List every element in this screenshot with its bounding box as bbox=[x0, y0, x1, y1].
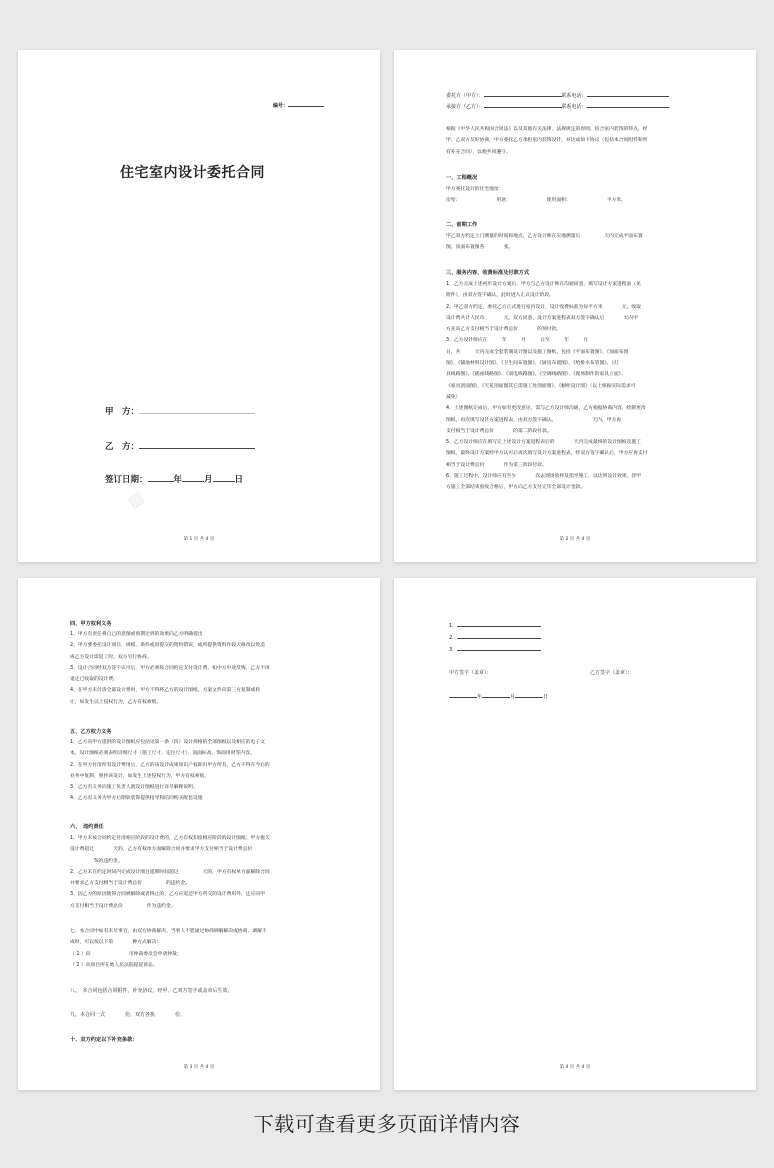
party-a-field: 甲 方： bbox=[105, 405, 255, 417]
clause-ten: 十、双方约定以下补充条款： bbox=[70, 1037, 138, 1043]
page-footer: 第 3 页 共 4 页 bbox=[183, 1065, 215, 1070]
contract-title: 住宅室内设计委托合同 bbox=[120, 165, 265, 181]
section-title: 四、甲方权利义务 bbox=[70, 621, 112, 627]
contractor-row: 承接方（乙方）： 联系电话： bbox=[446, 101, 669, 113]
page-footer: 第 1 页 共 4 页 bbox=[183, 537, 215, 542]
entrust-row: 委托方（甲方）： 联系电话： bbox=[446, 90, 669, 102]
section-body: 1、乙方完成上述初步设计方案后，甲方与乙方设计师在沟通同意，填写设计方案进程表（见 附件），由双方签字确认，此时进入正式设计阶段。 2、甲乙双方约定，委托乙方正式进行室内设计，设计收费标准为每平方米 元，收取 设计费共计人民币 元。双方同意，设计方案进程表双方签字确认后 天内甲 方先向乙方支付相当于设计费总价 的预付款。 3、乙方设计师应在 年 月 日至 年 月 日，共 天内完成全套装璜设计图以及施工图纸，包括《平面布置图》、《顶面布置 图》、《铺地材料设计图》、《卫生间布置图》、《厨房布置图》、《给排水布管图》、《灯 具线路图》、《插座线路图》、《弱电线路图》、《空调线路图》、《现场制作的家具立面》、 《家具剖面图》、《天花剖面图其它需施工处剖面图》、《橱柜设计图》（以上根据实际需求可 减免） 4、上述图纸完成后，甲方如有更改意见，需与乙方设计师沟通，乙方根据协商内容，绘制更改 图纸，再次填写设计方案进程表，由双方签字确认。 天内，甲方再 支付相当于设计费总价 的第二阶段付款。 5、乙方设计师应在填写完上述设计方案进程表后的 天内完成最终的设计图纸及施工 图纸，最终设计方案经甲方认可后再次填写设计方案进程表，经双方签字确认后，甲方应再支付 相当于设计费总价 作为第三阶段付款。 6、施工过程中，设计师应有至少 次去现场放样及指导施工，以达到设计效果。待甲 方施工全部结束验收合格后，甲方向乙方支付完毕全部设计金款。 bbox=[446, 282, 648, 491]
supplement-item: 3． bbox=[449, 644, 541, 656]
section-title: 二、前期工作 bbox=[446, 222, 478, 228]
contract-number: 编号： bbox=[273, 100, 324, 112]
sign-date-field: 签订日期： 年 月 日 bbox=[105, 475, 244, 485]
supplement-item: 2． bbox=[449, 632, 541, 644]
contract-page-3 bbox=[18, 578, 380, 1090]
clause-nine: 九、本合同一式 份，双方各执 份。 bbox=[70, 1012, 186, 1018]
contract-page-4 bbox=[394, 578, 756, 1090]
sign-date-row: 年 月 日 bbox=[449, 691, 548, 703]
section-body: 甲乙双方约定上门测量的时间和地点，乙方设计师在实地测量后 天内完成平面布置 图，顶面布置图各 张。 bbox=[446, 234, 643, 251]
party-b-signature: 乙方签字（盖章）： bbox=[590, 670, 633, 676]
contract-page-1 bbox=[18, 50, 380, 562]
clause-eight: 八、 本合同包括合同附件，补充协议，经甲、乙双方签字或盖章后生效。 bbox=[70, 988, 233, 994]
section-body: 1、乙方向甲方提供的设计图纸应包括见第一条（四）设计规格的全部图纸以及相应的电子文 本，设计图纸必须表明详细尺寸（施工尺寸、定位尺寸）、顶面标高、饰面用材等内容。 2、在甲方付清所有设计费用后，乙方的该设计成果知识产权即归甲方所有，乙方不得在今后的 业务中复制、照抄该设计，如发生上述侵权行为，甲方有权索赔。 3、乙方有义务向施工负责人就设计图纸进行详尽解释说明。 4、乙方有义务为甲方后期软装饰提供指导和陪同购买配套设施 bbox=[70, 740, 270, 802]
section-title: 五、乙方权力义务 bbox=[70, 729, 112, 735]
party-b-field: 乙 方： bbox=[105, 440, 255, 452]
section-body: 1、甲方未按合同约定付清相应阶段的设计费的，乙方有权扣留相应阶段的设计图纸；甲方拖欠 设计费超过 天的，乙方有权单方面解除合同并要求甲方支付相当于设计费总价 %的违约金。 2、乙方未在约定时间内完成设计图且延期时间超过 天的，甲方有权单方面解除合同 并要求乙方支付相当于设计费总价 的违约金。 3、因乙方的原因使得合同被解除或者终止的，乙方应返还甲方所交的设计费用外，还应向甲 方支付相当于设计费总价 作为违约金。 bbox=[70, 836, 270, 909]
section-title: 一、工程概况 bbox=[446, 175, 478, 181]
section-body: 甲方委托设计的住宅地址： 房型： 用途： 使用面积： 平方米。 bbox=[446, 187, 626, 204]
download-caption: 下载可查看更多页面详情内容 bbox=[253, 1112, 521, 1136]
section-body: 1、甲方有责任将自己的意图或预期达到的效果向乙方明确提出 2、甲方要委托设计项目、规模、条件或因提交的资料错误，或所提供资料作较大修改以致造 成乙方设计需返工时，双方另行协商。 3、设计合同经双方签字认可后，甲方必须按合同约定支付设计费，如中方中途反悔，乙方不再 退还已收取的设计费。 4、在甲方未付清全部设计费时，甲方不得将乙方的设计图纸，方案文件向第三方复制或转 让，如发生以上侵权行为，乙方有权索赔。 bbox=[70, 632, 270, 705]
section-body: 七、本合同中如有未尽事宜，由双方协商解决。当事人不愿通过协商调解解决或协商、调解不 成时，可以按以下第 种方式解决： （ 1 ）向 市仲裁委员会申请仲裁； （ 2 ）向项目所在地人民法院提起诉讼。 bbox=[70, 929, 267, 968]
page-footer: 第 4 页 共 4 页 bbox=[559, 1065, 591, 1070]
watermark: ▨ bbox=[123, 487, 148, 512]
section-title: 六、 违约责任 bbox=[70, 824, 104, 830]
section-title: 三、服务内容、收费标准及付款方式 bbox=[446, 270, 530, 276]
page-footer: 第 2 页 共 4 页 bbox=[559, 537, 591, 542]
intro-paragraph: 根据《中华人民共和国合同法》以及其他有关法律、法规规定的原则，结合室内装饰的特点，经 甲、乙双方友好协商，甲方委托乙方承担室内装饰设计，并达成如下协议（包括本合同附件和所 有补充合同），以便共同遵守。 bbox=[446, 127, 648, 155]
party-a-signature: 甲方签字（盖章）： bbox=[449, 670, 492, 676]
contract-page-2 bbox=[394, 50, 756, 562]
supplement-item: 1． bbox=[449, 620, 541, 632]
